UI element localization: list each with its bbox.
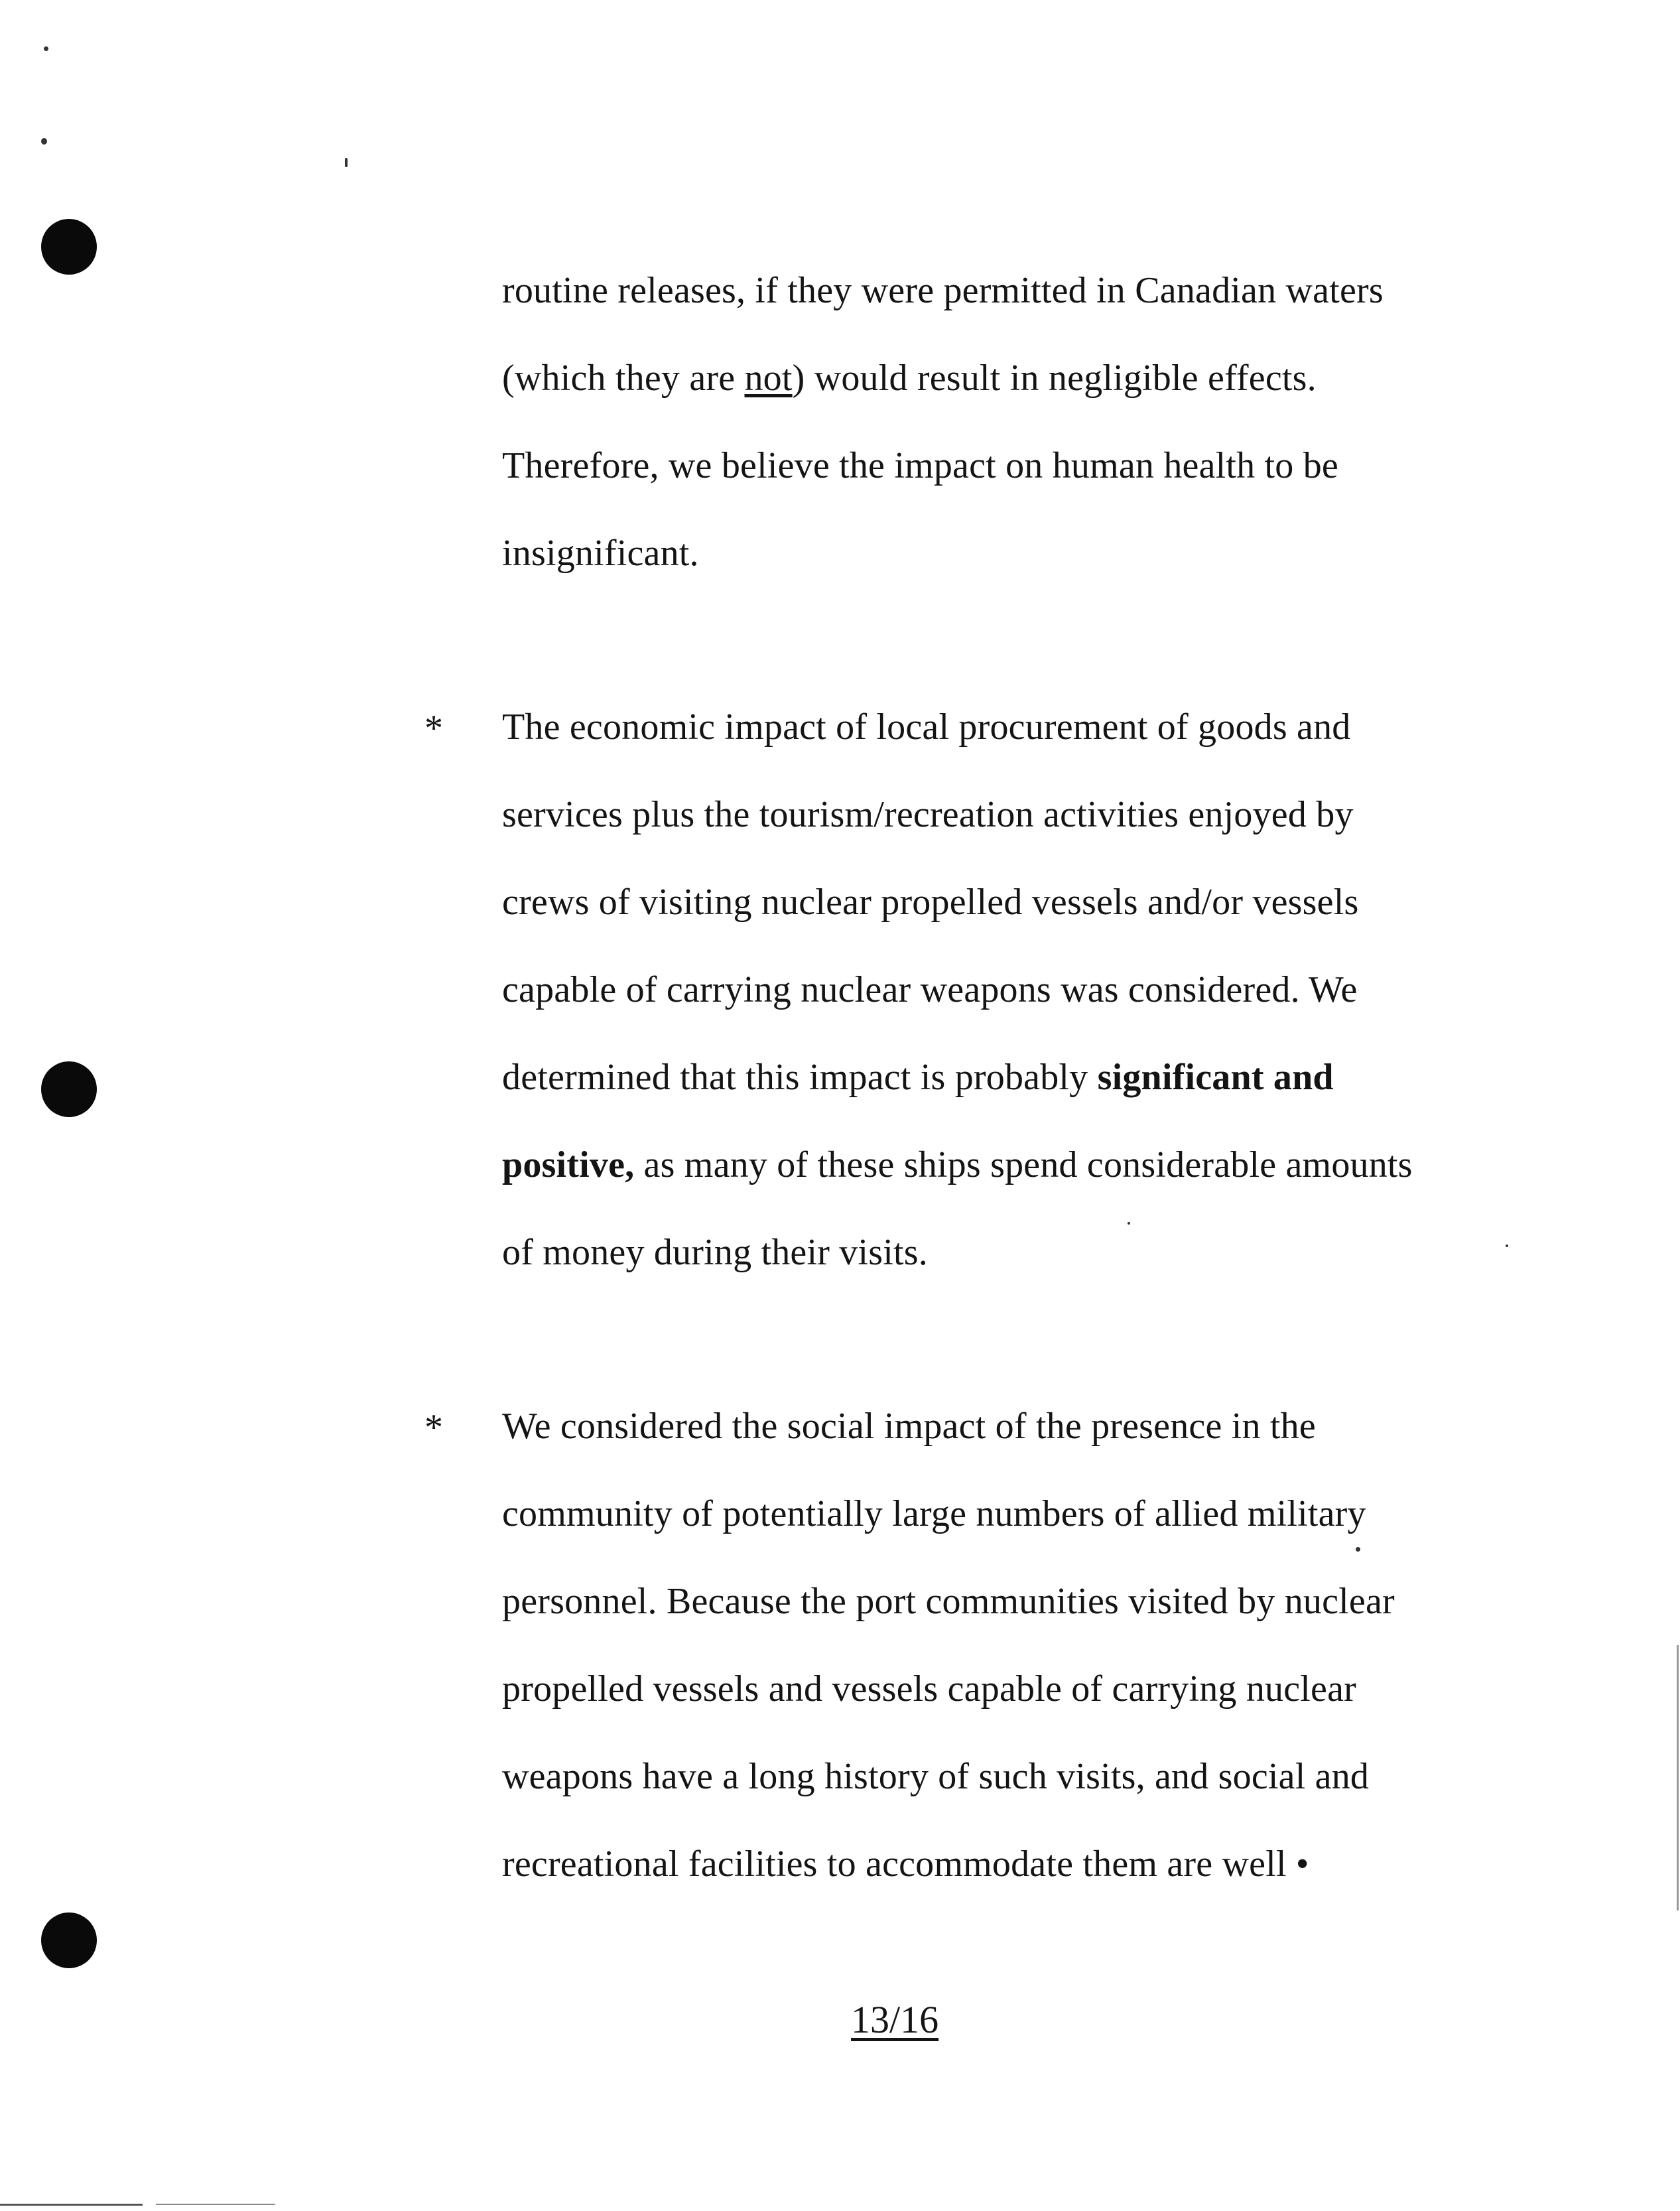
bullet-marker: * — [424, 708, 443, 749]
bullet1-line-6-post: as many of these ships spend considerable amounts — [634, 1144, 1413, 1185]
bullet1-line-3: crews of visiting nuclear propelled vessels and/or vessels — [502, 882, 1359, 923]
intro-line-2-part-b: ) would result in negligible effects. — [792, 358, 1317, 399]
bullet2-line-6: recreational facilities to accommodate them are well • — [502, 1843, 1309, 1885]
punch-hole — [41, 219, 97, 275]
bullet2-line-4: propelled vessels and vessels capable of carrying nuclear — [502, 1668, 1356, 1709]
page-number: 13/16 — [851, 1998, 939, 2041]
bullet1-line-5-bold: significant and — [1097, 1057, 1334, 1098]
bullet1-line-5-pre: determined that this impact is probably — [502, 1057, 1098, 1098]
bullet-marker: * — [424, 1407, 443, 1448]
bullet1-line-2: services plus the tourism/recreation activities enjoyed by — [502, 794, 1354, 835]
punch-hole — [41, 1912, 97, 1968]
intro-line-3: Therefore, we believe the impact on human health to be — [502, 445, 1338, 486]
bullet1-line-6 — [502, 1146, 1413, 1183]
intro-line-2 — [502, 360, 1317, 397]
scan-speck — [41, 138, 47, 145]
bullet2-line-2: community of potentially large numbers of allied military — [502, 1493, 1366, 1534]
punch-hole — [41, 1061, 97, 1117]
bullet1-line-6-bold: positive, — [502, 1144, 635, 1185]
bullet1-line-1: The economic impact of local procurement of goods and — [502, 706, 1351, 748]
scan-edge-mark — [0, 2204, 143, 2206]
scan-speck — [44, 46, 48, 51]
bullet2-line-5: weapons have a long history of such visits, and social and — [502, 1756, 1370, 1797]
underlined-not: not — [744, 358, 793, 399]
bullet2-line-3: personnel. Because the port communities visited by nuclear — [502, 1581, 1395, 1622]
intro-line-4: insignificant. — [502, 533, 699, 574]
scan-speck — [1506, 1244, 1508, 1247]
intro-line-1: routine releases, if they were permitted in Canadian waters — [502, 270, 1384, 311]
bullet1-line-4: capable of carrying nuclear weapons was considered. We — [502, 969, 1358, 1010]
bullet1-line-7: of money during their visits. — [502, 1232, 928, 1273]
scan-edge-mark — [1677, 1645, 1679, 1910]
scan-edge-mark — [156, 2204, 275, 2205]
scan-speck — [345, 158, 348, 167]
intro-line-2-part-a: (which they are — [502, 358, 745, 399]
bullet2-line-1: We considered the social impact of the presence in the — [502, 1406, 1316, 1447]
scan-speck — [1356, 1547, 1360, 1552]
scan-speck — [1128, 1222, 1130, 1225]
bullet1-line-5 — [502, 1059, 1334, 1096]
